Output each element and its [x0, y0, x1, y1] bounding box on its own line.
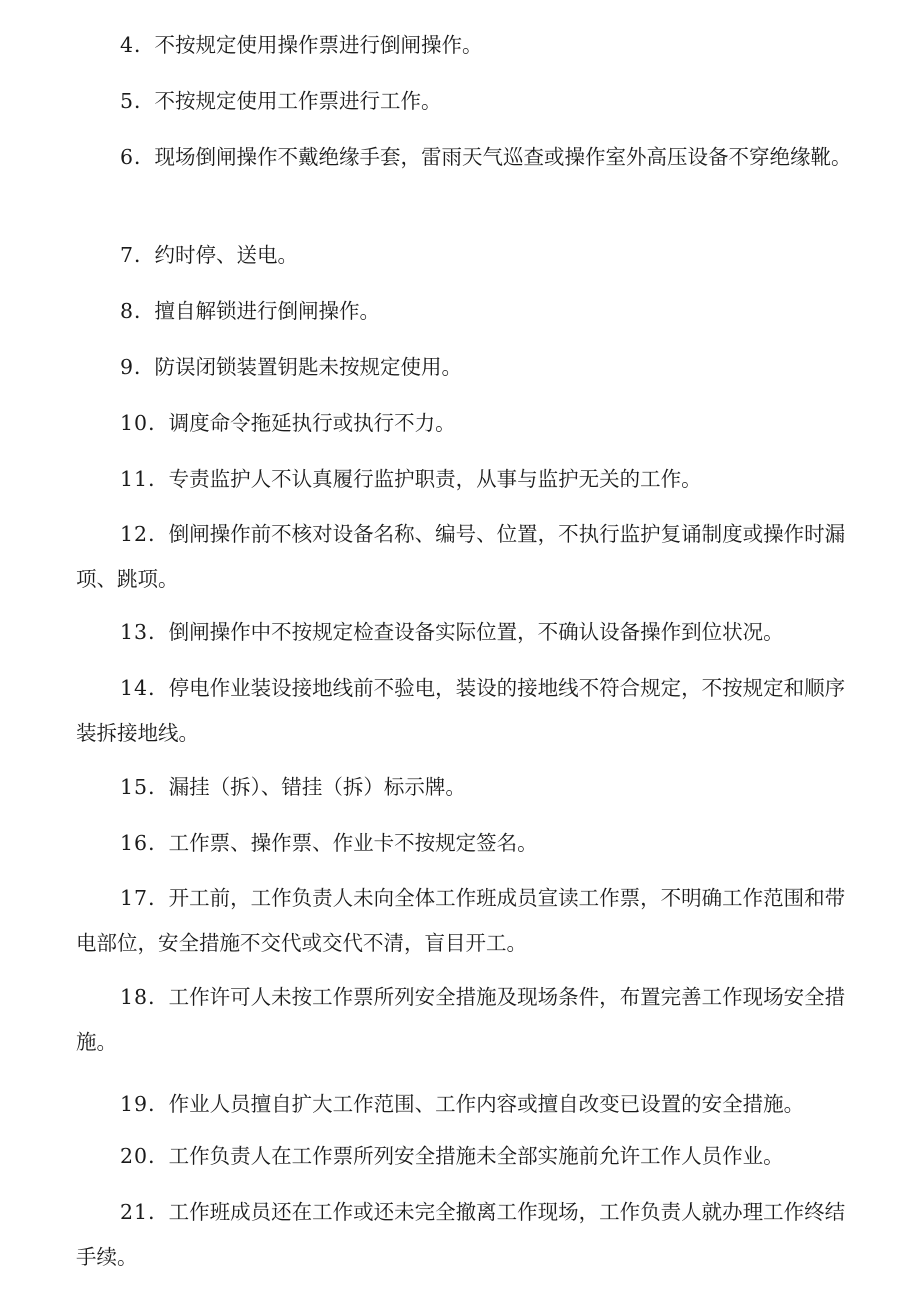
- item-text: ．倒闸操作中不按规定检查设备实际位置，不确认设备操作到位状况。: [148, 620, 784, 644]
- list-item: [76, 289, 858, 334]
- item-number: 20: [120, 1144, 149, 1168]
- item-number: 19: [120, 1092, 149, 1116]
- item-number: 8: [120, 299, 135, 323]
- item-text: ．调度命令拖延执行或执行不力。: [148, 411, 456, 435]
- item-text: ．漏挂（拆）、错挂（拆）标示牌。: [148, 775, 466, 799]
- item-number: 6: [120, 145, 135, 169]
- item-number: 5: [120, 89, 135, 113]
- item-number: 18: [120, 985, 149, 1009]
- item-text: ．工作票、操作票、作业卡不按规定签名。: [148, 831, 538, 855]
- item-text: ．不按规定使用工作票进行工作。: [134, 89, 442, 113]
- item-number: 11: [120, 467, 149, 491]
- item-number: 13: [120, 620, 149, 644]
- list-item: [76, 975, 858, 1065]
- list-item: [76, 23, 858, 68]
- list-item: [76, 135, 858, 180]
- item-text: ．工作负责人在工作票所列安全措施未全部实施前允许工作人员作业。: [148, 1144, 784, 1168]
- item-number: 10: [120, 411, 149, 435]
- list-item: [76, 512, 858, 602]
- item-number: 7: [120, 243, 135, 267]
- item-number: 15: [120, 775, 149, 799]
- list-item: [76, 1190, 858, 1280]
- list-item: [76, 79, 858, 124]
- item-text: ．专责监护人不认真履行监护职责，从事与监护无关的工作。: [148, 467, 702, 491]
- list-item: [76, 233, 858, 278]
- item-number: 17: [120, 886, 149, 910]
- item-text: ．防误闭锁装置钥匙未按规定使用。: [134, 355, 463, 379]
- item-text: ．约时停、送电。: [134, 243, 299, 267]
- item-text: ．开工前，工作负责人未向全体工作班成员宣读工作票，不明确工作范围和带电部位，安全措施不交代或交代不清，盲目开工。: [76, 886, 846, 955]
- item-number: 9: [120, 355, 135, 379]
- item-number: 21: [120, 1200, 149, 1224]
- item-text: ．现场倒闸操作不戴绝缘手套，雷雨天气巡查或操作室外高压设备不穿绝缘靴。: [134, 145, 852, 169]
- list-item: [76, 401, 858, 446]
- list-item: [76, 1134, 858, 1179]
- item-number: 14: [120, 676, 149, 700]
- item-number: 16: [120, 831, 149, 855]
- list-item: [76, 345, 858, 390]
- list-item: [76, 610, 858, 655]
- item-text: ．不按规定使用操作票进行倒闸操作。: [134, 33, 483, 57]
- list-item: [76, 1082, 858, 1127]
- item-number: 4: [120, 33, 135, 57]
- item-text: ．倒闸操作前不核对设备名称、编号、位置，不执行监护复诵制度或操作时漏项、跳项。: [76, 522, 846, 591]
- list-item: [76, 765, 858, 810]
- item-number: 12: [120, 522, 149, 546]
- item-text: ．擅自解锁进行倒闸操作。: [134, 299, 381, 323]
- item-text: ．工作班成员还在工作或还未完全撤离工作现场，工作负责人就办理工作终结手续。: [76, 1200, 846, 1269]
- list-item: [76, 821, 858, 866]
- item-text: ．工作许可人未按工作票所列安全措施及现场条件，布置完善工作现场安全措施。: [76, 985, 846, 1054]
- list-item: [76, 457, 858, 502]
- item-text: ．停电作业装设接地线前不验电，装设的接地线不符合规定，不按规定和顺序装拆接地线。: [76, 676, 846, 745]
- list-item: [76, 666, 858, 756]
- list-item: [76, 876, 858, 966]
- item-text: ．作业人员擅自扩大工作范围、工作内容或擅自改变已设置的安全措施。: [148, 1092, 805, 1116]
